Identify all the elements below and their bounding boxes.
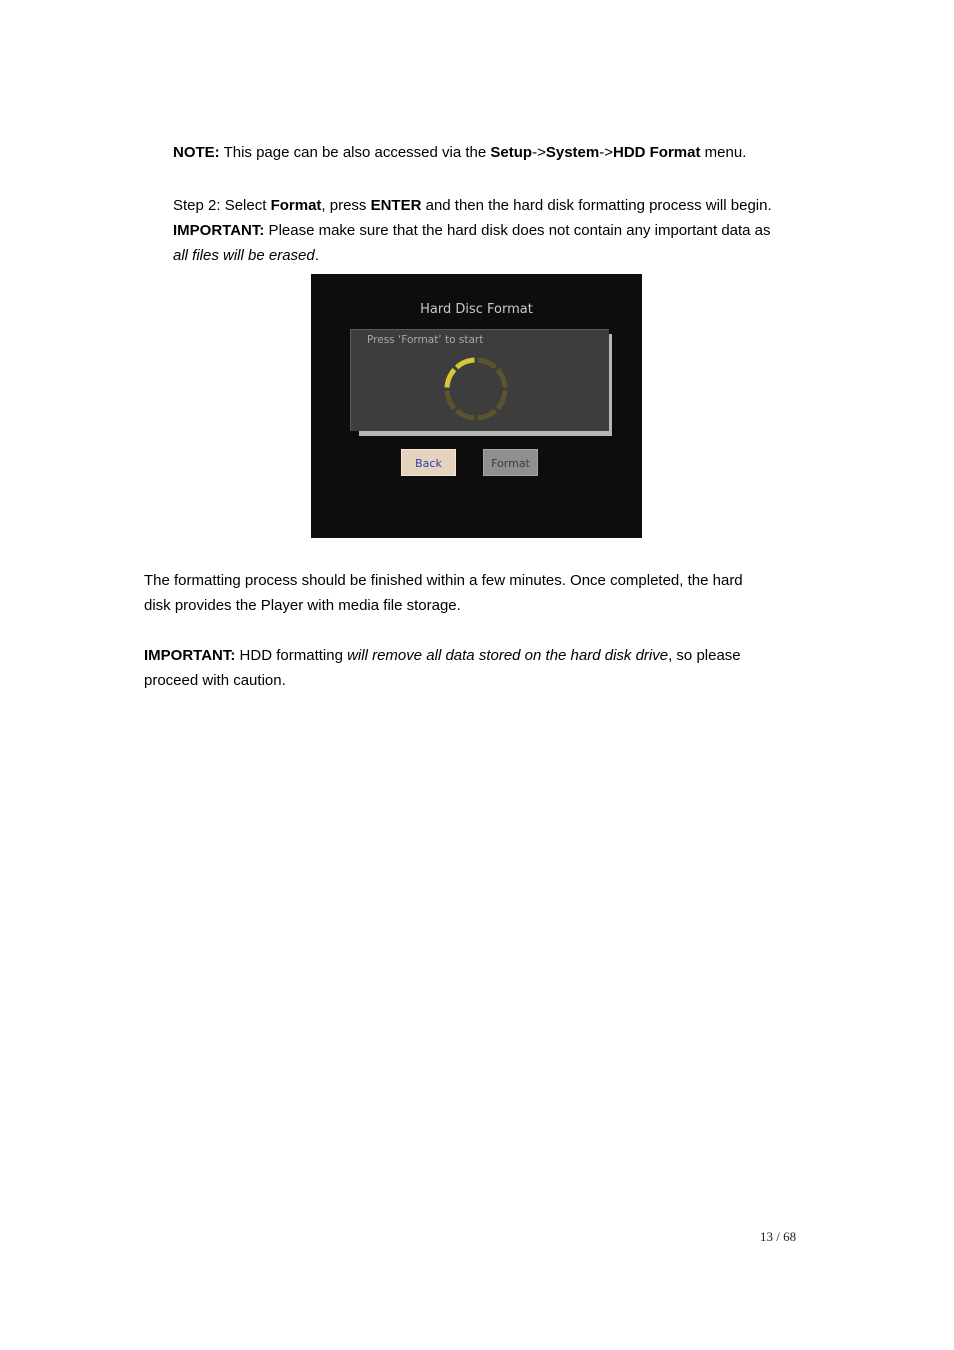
note-label: NOTE: (173, 144, 220, 161)
formatting-paragraph-line1: The formatting process should be finished within a few minutes. Once completed, the hard (144, 572, 743, 589)
important-label: IMPORTANT: (144, 647, 236, 664)
format-dialog (350, 329, 609, 431)
step2-paragraph: Step 2: Select Format, press ENTER and then the hard disk formatting process will begin. (173, 197, 772, 214)
important-warning-line1: IMPORTANT: Please make sure that the hard disk does not contain any important data as (173, 222, 771, 239)
page-number: 13 / 68 (760, 1229, 797, 1244)
formatting-paragraph-line2: disk provides the Player with media file storage. (144, 597, 461, 614)
progress-spinner-icon (442, 355, 510, 423)
important-warning-line2: all files will be erased. (173, 247, 319, 264)
important-caution-line2: proceed with caution. (144, 672, 286, 689)
note-paragraph: NOTE: This page can be also accessed via the Setup->System->HDD Format menu. (173, 144, 747, 161)
important-label: IMPORTANT: (173, 222, 265, 239)
format-button[interactable]: Format (483, 449, 538, 476)
dialog-message: Press ‘Format’ to start (367, 334, 484, 346)
hdd-format-screenshot (311, 274, 642, 538)
screen-title: Hard Disc Format (420, 302, 533, 317)
important-caution-line1: IMPORTANT: HDD formatting will remove all data stored on the hard disk drive, so please (144, 647, 741, 664)
back-button[interactable]: Back (401, 449, 456, 476)
